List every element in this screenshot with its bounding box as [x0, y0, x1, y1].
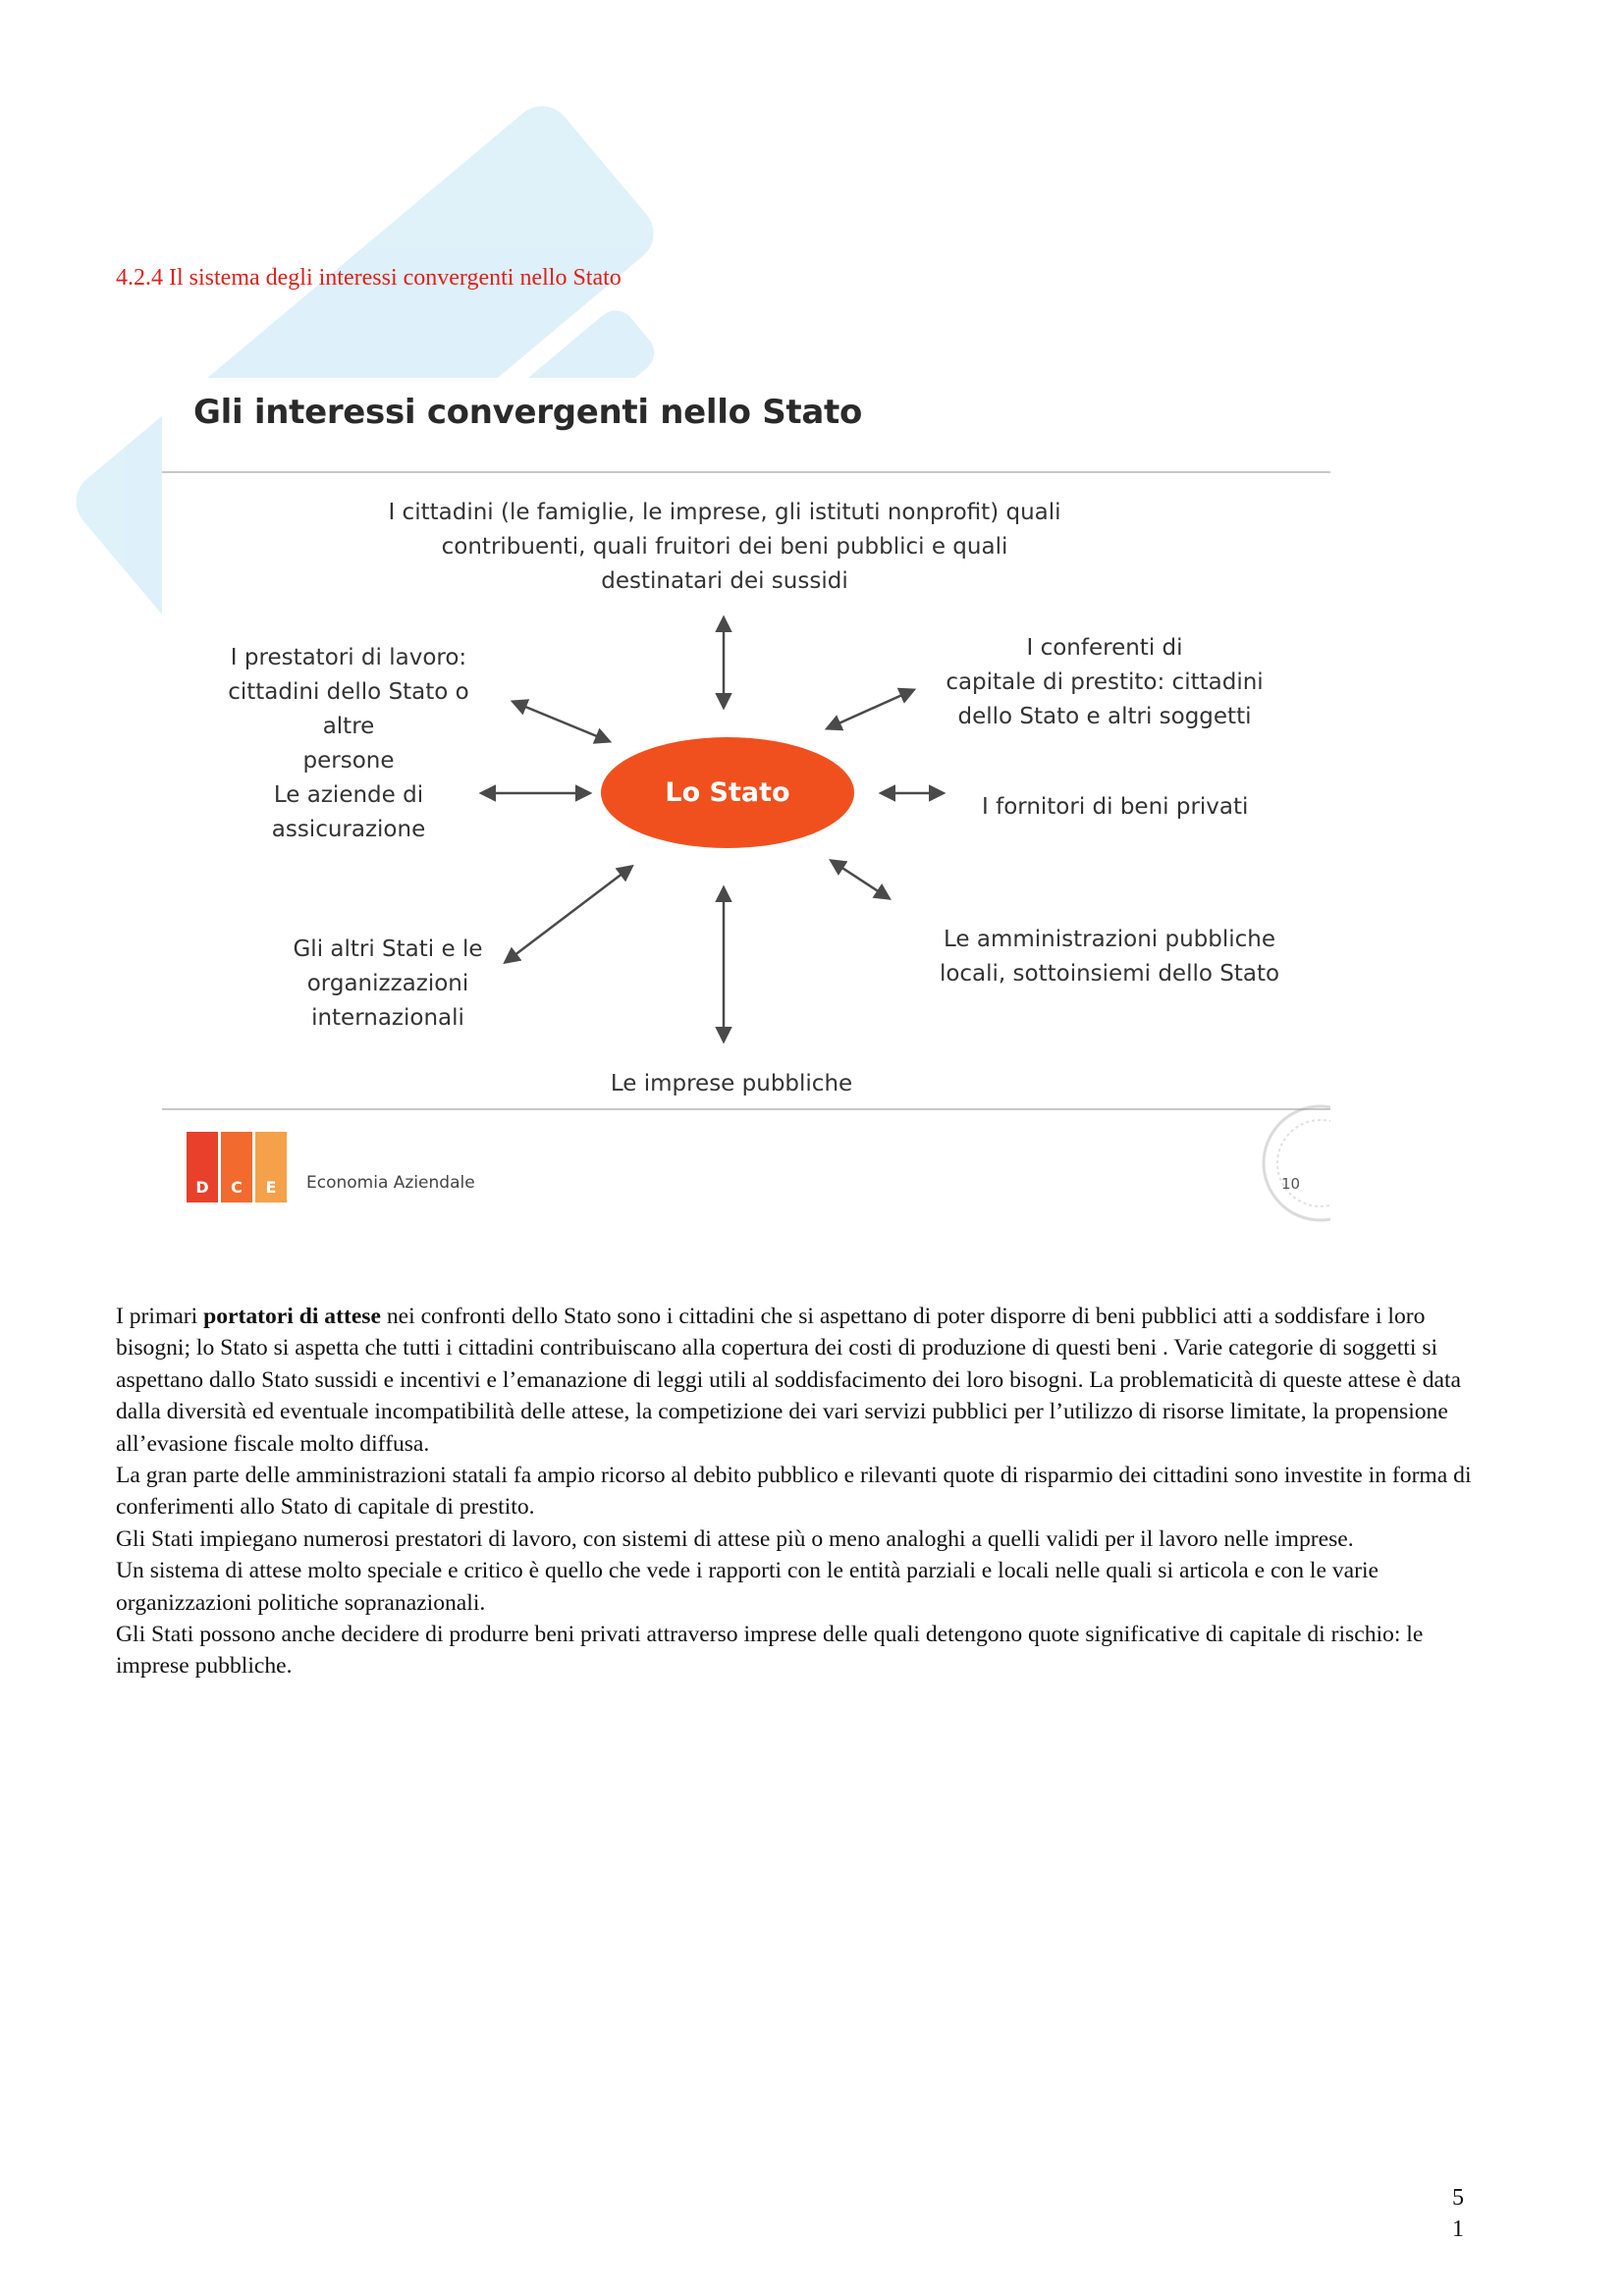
logo-letter-d: D: [187, 1132, 218, 1202]
diagram-slide: [162, 378, 1330, 1232]
slide-number: 10: [1281, 1175, 1301, 1193]
university-seal: [1264, 1106, 1330, 1220]
page-number-line-2: 1: [1452, 2216, 1464, 2242]
slide-title: Gli interessi convergenti nello Stato: [193, 393, 863, 432]
node-fornitori: I fornitori di beni privati: [982, 794, 1249, 820]
arrow-top-right: [828, 690, 913, 728]
p1-post: nei confronti dello Stato sono i cittadini che si aspettano di poter disporre di beni pubblici atti a soddisfare i loro bisogni; lo Stato si aspetta che tutti i cittadini contribuiscano alla copertura dei costi di produzione di questi beni . Varie categorie di soggetti si aspettano dallo Stato sussidi e incentivi e l’emanazione di leggi utili al soddisfacimento dei loro bisogni. La problematicità di queste attese è data dalla diversità ed eventuale incompatibilità delle attese, la competizione dei vari servizi pubblici per l’utilizzo di risorse limitate, la propensione all’evasione fiscale molto diffusa.: [116, 1304, 1462, 1457]
footer-caption: Economia Aziendale: [306, 1173, 475, 1193]
section-heading: 4.2.4 Il sistema degli interessi convergenti nello Stato: [116, 265, 622, 291]
arrow-bottom-left: [506, 867, 631, 962]
arrow-bottom-right: [832, 861, 889, 898]
p1-bold: portatori di attese: [203, 1304, 381, 1329]
node-aziende-assicurazione: Le aziende di assicurazione: [271, 782, 426, 842]
paragraph-1: [116, 1301, 1490, 1460]
paragraph-3: Gli Stati impiegano numerosi prestatori di lavoro, con sistemi di attese più o meno analoghi a quelli validi per il lavoro nelle imprese.: [116, 1525, 1354, 1552]
page-number-line-1: 5: [1452, 2185, 1464, 2211]
p1-pre: I primari: [116, 1304, 204, 1329]
node-cittadini: I cittadini (le famiglie, le imprese, gli istituti nonprofit) quali contribuenti, quali fruitori dei beni pubblici e quali destinatari dei sussidi: [388, 500, 1061, 594]
center-lo-stato: Lo Stato: [601, 737, 854, 848]
page-number: [1448, 2182, 1468, 2245]
paragraph-2: La gran parte delle amministrazioni statali fa ampio ricorso al debito pubblico e rilevanti quote di risparmio dei cittadini sono investite in forma di conferimenti allo Stato di capitale di prestito.: [116, 1463, 1472, 1521]
paragraph-4: Un sistema di attese molto speciale e critico è quello che vede i rapporti con le entità parziali e locali nelle quali si articola e con le varie organizzazioni politiche sopranazionali.: [116, 1558, 1379, 1616]
node-amministrazioni-locali: Le amministrazioni pubbliche locali, sottoinsiemi dello Stato: [939, 927, 1280, 987]
dce-logo: [187, 1132, 287, 1202]
node-altri-stati: Gli altri Stati e le organizzazioni internazionali: [293, 936, 483, 1031]
logo-letter-e: E: [255, 1132, 287, 1202]
paragraph-5: Gli Stati possono anche decidere di produrre beni privati attraverso imprese delle quali detengono quote significative di capitale di rischio: le imprese pubbliche.: [116, 1622, 1424, 1680]
node-prestatori-lavoro: I prestatori di lavoro: cittadini dello Stato o altre persone: [228, 645, 469, 774]
arrow-top-left: [514, 702, 609, 741]
node-conferenti-capitale: I conferenti di capitale di prestito: cittadini dello Stato e altri soggetti: [946, 635, 1264, 729]
logo-letter-c: C: [221, 1132, 252, 1202]
node-imprese-pubbliche: Le imprese pubbliche: [610, 1071, 853, 1096]
body-text: [116, 1301, 1490, 1682]
